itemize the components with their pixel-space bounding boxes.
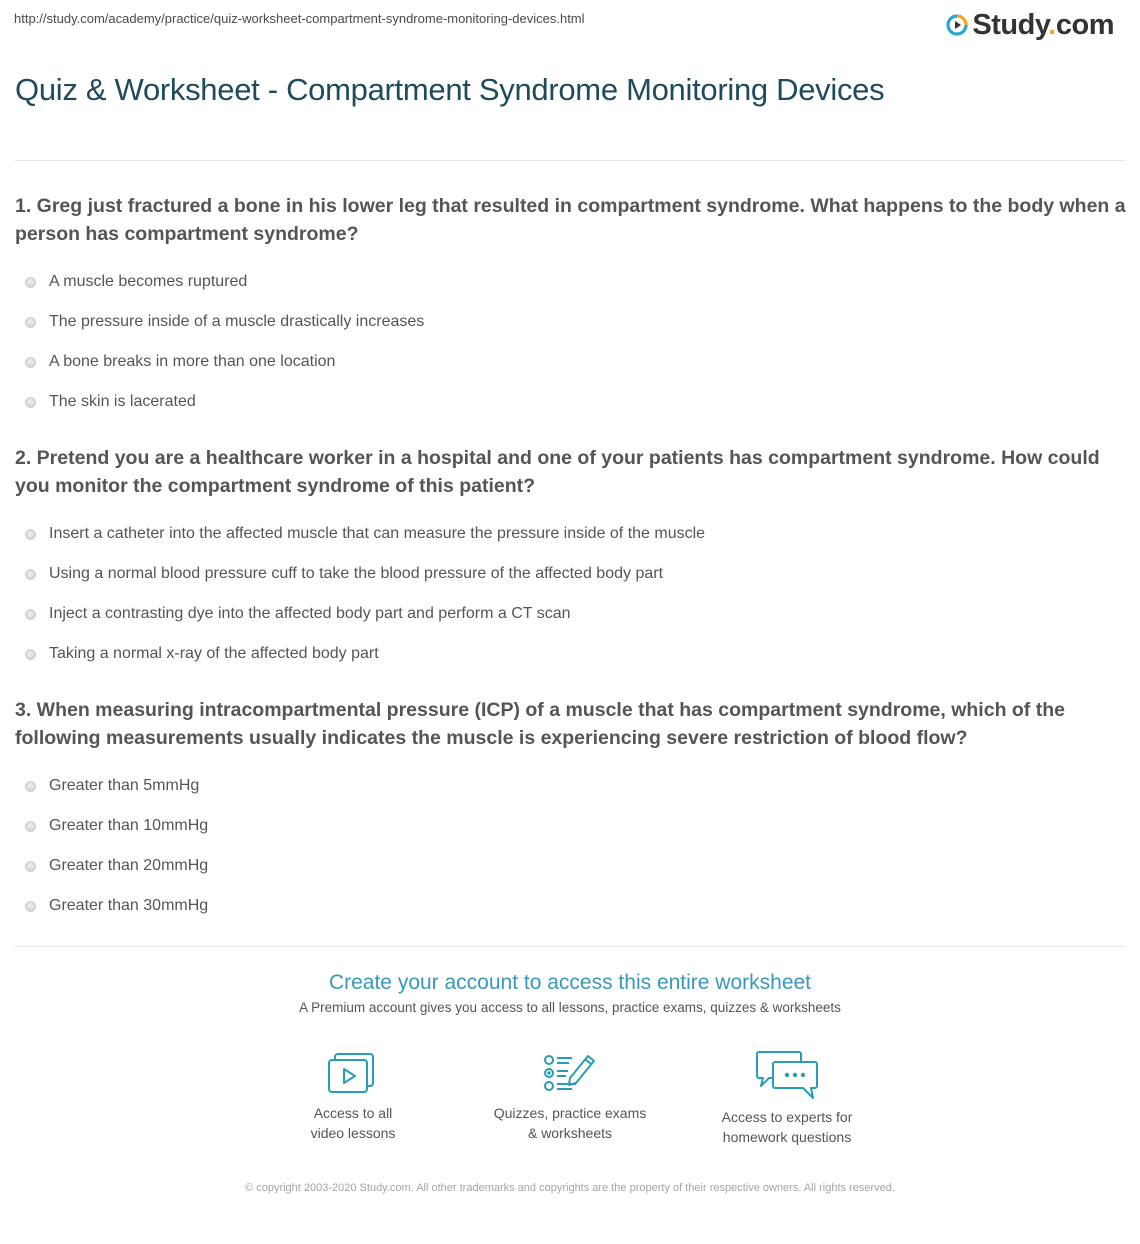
answer-option[interactable] [15, 806, 1130, 846]
feature-label: Access to experts for homework questions [721, 1109, 853, 1145]
radio-button[interactable] [25, 781, 36, 792]
copyright-footer: © copyright 2003-2020 Study.com. All other trademarks and copyrights are the property of their respective owners. All rights reserved. [245, 1182, 895, 1194]
option-label: A bone breaks in more than one location [49, 353, 336, 370]
radio-button[interactable] [25, 901, 36, 912]
play-circle-logo-icon [946, 14, 968, 36]
cta-title-link[interactable]: Create your account to access this entire worksheet [328, 971, 812, 994]
question-text: 3. When measuring intracompartmental pressure (ICP) of a muscle that has compartment syndrome, which of the following measurements usually indicates the muscle is experiencing severe restriction of blood flow? [15, 699, 1065, 749]
question-1 [15, 192, 1130, 422]
answer-option[interactable] [15, 382, 1130, 422]
option-label: Greater than 20mmHg [49, 857, 209, 874]
answer-option[interactable] [15, 342, 1130, 382]
answer-option[interactable] [15, 554, 1130, 594]
study-logo[interactable] [946, 8, 1114, 42]
option-label: Using a normal blood pressure cuff to take the blood pressure of the affected body part [49, 565, 664, 582]
video-lessons-icon [327, 1050, 379, 1096]
feature-quizzes [462, 1050, 679, 1147]
radio-button[interactable] [25, 317, 36, 328]
divider [15, 946, 1125, 947]
radio-button[interactable] [25, 357, 36, 368]
question-2 [15, 444, 1130, 674]
page-url: http://study.com/academy/practice/quiz-worksheet-compartment-syndrome-monitoring-devices.html [14, 11, 585, 26]
radio-button[interactable] [25, 821, 36, 832]
answer-option[interactable] [15, 302, 1130, 342]
option-label: Insert a catheter into the affected muscle that can measure the pressure inside of the muscle [49, 525, 706, 542]
feature-label: Access to all video lessons [310, 1105, 396, 1141]
question-text: 1. Greg just fractured a bone in his lower leg that resulted in compartment syndrome. What happens to the body when a person has compartment syndrome? [15, 195, 1126, 245]
cta-subtitle: A Premium account gives you access to all lessons, practice exams, quizzes & worksheets [299, 1000, 841, 1015]
answer-option[interactable] [15, 634, 1130, 674]
answer-options [15, 262, 1130, 422]
radio-button[interactable] [25, 649, 36, 660]
radio-button[interactable] [25, 609, 36, 620]
premium-features [0, 1050, 1140, 1147]
option-label: Greater than 10mmHg [49, 817, 209, 834]
answer-options [15, 766, 1130, 926]
option-label: Greater than 30mmHg [49, 897, 209, 914]
radio-button[interactable] [25, 397, 36, 408]
divider [15, 160, 1125, 161]
option-label: Taking a normal x-ray of the affected body part [49, 645, 379, 662]
feature-label: Quizzes, practice exams & worksheets [493, 1105, 647, 1141]
answer-option[interactable] [15, 594, 1130, 634]
radio-button[interactable] [25, 277, 36, 288]
answer-options [15, 514, 1130, 674]
answer-option[interactable] [15, 846, 1130, 886]
feature-video-lessons [245, 1050, 462, 1147]
option-label: The skin is lacerated [49, 393, 196, 410]
page-title: Quiz & Worksheet - Compartment Syndrome Monitoring Devices [15, 72, 885, 107]
option-label: A muscle becomes ruptured [49, 273, 248, 290]
answer-option[interactable] [15, 262, 1130, 302]
option-label: Greater than 5mmHg [49, 777, 200, 794]
feature-experts [679, 1050, 896, 1147]
answer-option[interactable] [15, 766, 1130, 806]
chat-bubbles-icon [755, 1050, 819, 1100]
signup-cta [0, 968, 1140, 1015]
quiz-checklist-icon [542, 1050, 598, 1096]
radio-button[interactable] [25, 861, 36, 872]
radio-button[interactable] [25, 569, 36, 580]
question-3 [15, 696, 1130, 926]
question-text: 2. Pretend you are a healthcare worker in a hospital and one of your patients has compartment syndrome. How could you monitor the compartment syndrome of this patient? [15, 447, 1100, 497]
logo-wordmark: Study.com [972, 8, 1114, 41]
answer-option[interactable] [15, 886, 1130, 926]
answer-option[interactable] [15, 514, 1130, 554]
option-label: Inject a contrasting dye into the affected body part and perform a CT scan [49, 605, 571, 622]
option-label: The pressure inside of a muscle drastically increases [49, 313, 425, 330]
radio-button[interactable] [25, 529, 36, 540]
